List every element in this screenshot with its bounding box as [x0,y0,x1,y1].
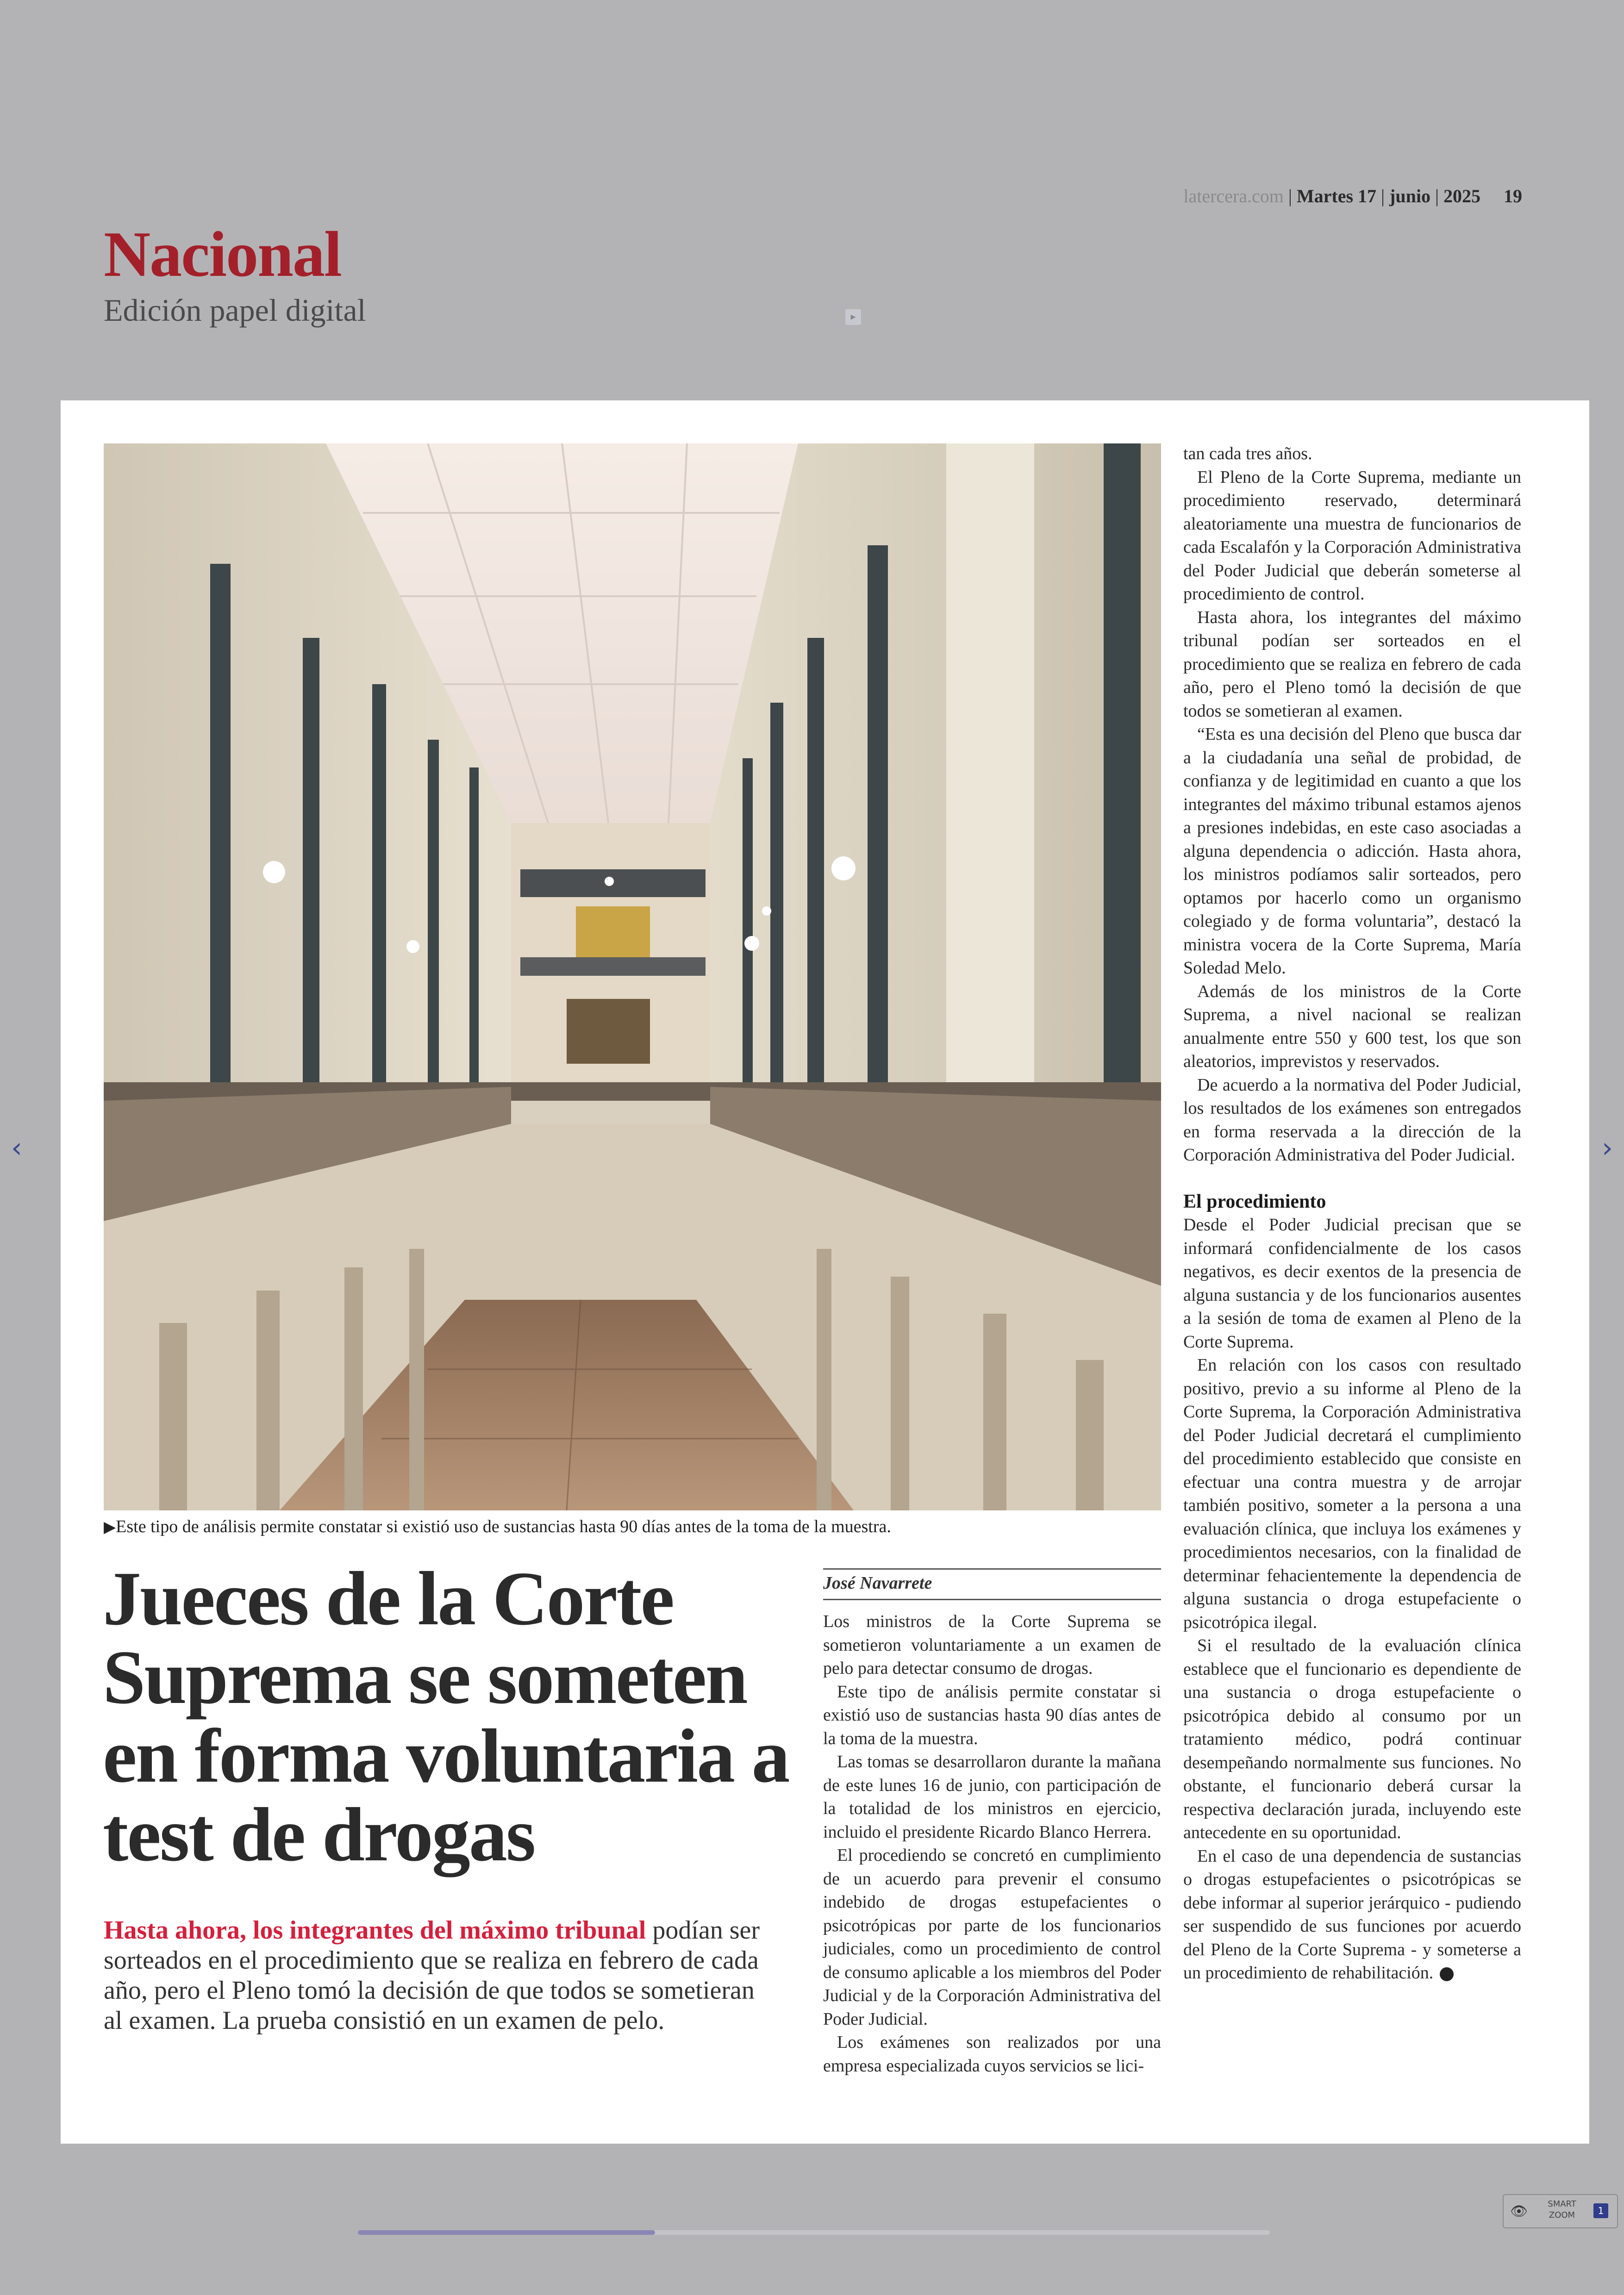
masthead-day: Martes 17 [1296,186,1377,206]
paragraph-text: En el caso de una dependencia de sustancias o drogas estupefacientes o psicotrópicas se debe informar al superior jerárquico - pudiendo ser suspendido de sus funciones por acuerdo del Pleno de la Corte Suprema - y someterse a un procedimiento de rehabilitación. [1183,1846,1521,1983]
page-progress-fill[interactable] [358,2230,655,2235]
page-number: 19 [1504,186,1522,206]
end-of-article-icon [1440,1967,1454,1981]
body-column-1 [823,1610,1161,2077]
smart-zoom-label: SMART ZOOM [1548,2199,1576,2220]
caption-marker-icon: ▶ [104,1518,116,1536]
play-marker-icon[interactable]: ▸ [845,309,861,325]
byline: José Navarrete [823,1573,932,1593]
paragraph: Las tomas se desarrollaron durante la mañana de este lunes 16 de junio, con participación de la totalidad de los ministros en ejercicio, incluido el presidente Ricardo Blanco Herrera. [823,1752,1161,1842]
paragraph: tan cada tres años. [1183,444,1312,463]
article-headline: Jueces de la Corte Suprema se someten en forma voluntaria a test de drogas [103,1556,789,1877]
masthead-year: 2025 [1443,186,1480,206]
chevron-left-icon[interactable]: ‹ [11,1132,22,1164]
masthead-site[interactable]: latercera.com [1183,186,1284,206]
subhead: El procedimiento [1183,1191,1326,1212]
paragraph: Si el resultado de la evaluación clínica establece que el funcionario es dependiente de una sustancia o droga estupefaciente o psicotrópica debido al consumo por un tratamiento médico, podrá continuar desempeñando normalmente sus funciones. No obstante, el funcionario deberá cursar la respectiva declaración jurada, incluyendo este antecedente en su oportunidad. [1183,1636,1521,1842]
paragraph: El Pleno de la Corte Suprema, mediante un procedimiento reservado, determinará aleatoriamente una muestra de funcionarios de cada Escalafón y la Corporación Administrativa del Poder Judicial que deberán someterse al procedimiento de control. [1183,467,1521,604]
body-column-2 [1183,442,1521,1985]
byline-bottom-rule [823,1599,1161,1600]
paragraph: Los exámenes son realizados por una empresa especializada cuyos servicios se lici- [823,2033,1161,2076]
lead-highlight: Hasta ahora, los integrantes del máximo tribunal [104,1916,646,1945]
section-title: Nacional [104,218,341,290]
paragraph: De acuerdo a la normativa del Poder Judicial, los resultados de los exámenes son entregados en forma reservada a la dirección de la Corporación Administrativa del Poder Judicial. [1183,1075,1521,1165]
zoom-badge: 1 [1593,2203,1608,2218]
paragraph: El procediendo se concretó en cumplimiento de un acuerdo para prevenir el consumo indebido de drogas estupefacientes o psicotrópicas por parte de los funcionarios judiciales, como un procedimiento de control de consumo aplicable a los miembros del Poder Judicial y de la Corporación Administrativa del Poder Judicial. [823,1846,1161,2029]
section-subtitle: Edición papel digital [104,293,366,328]
chevron-right-icon[interactable]: › [1602,1132,1613,1164]
paragraph: En relación con los casos con resultado positivo, previo a su informe al Pleno de la Corte Suprema, la Corporación Administrativa del Poder Judicial decretará el cumplimiento del procedimiento establecido que consiste en efectuar una contra muestra y de arrojar también positivo, someter a la persona a una evaluación clínica, que incluya los exámenes y procedimientos necesarios, con la finalidad de determinar fehacientemente la dependencia de alguna sustancia o droga estupefaciente o psicotrópica ilegal. [1183,1355,1521,1632]
paragraph [1183,1845,1521,1985]
masthead-month: junio [1389,186,1430,206]
smart-zoom-button[interactable] [1503,2194,1618,2228]
caption-text: Este tipo de análisis permite constatar si existió uso de sustancias hasta 90 días antes de la toma de la muestra. [116,1517,891,1536]
paragraph: Los ministros de la Corte Suprema se sometieron voluntariamente a un examen de pelo para detectar consumo de drogas. [823,1612,1161,1678]
article-lead [104,1915,775,2036]
eye-icon: 👁 [1510,2203,1528,2220]
paragraph: Desde el Poder Judicial precisan que se informará confidencialmente de los casos negativos, es decir exentos de la presencia de alguna sustancia y de los funcionarios ausentes a la sesión de toma de examen al Pleno de la Corte Suprema. [1183,1215,1521,1352]
article-photo [104,443,1161,1510]
byline-top-rule [823,1568,1161,1570]
photo-caption [104,1516,1168,1537]
paragraph: “Esta es una decisión del Pleno que busca dar a la ciudadanía una señal de probidad, de confianza y de legitimidad en cuanto a que los integrantes del máximo tribunal estamos ajenos a presiones indebidas, en este caso asociadas a alguna dependencia o adicción. Hasta ahora, los ministros podíamos salir sorteados, pero optamos por hacerlo como un organismo colegiado y de forma voluntaria”, destacó la ministra vocera de la Corte Suprema, María Soledad Melo. [1183,724,1521,978]
paragraph: Este tipo de análisis permite constatar si existió uso de sustancias hasta 90 días antes de la toma de la muestra. [823,1682,1161,1748]
lead-text: podían ser sorteados en el procedimiento que se realiza en febrero de cada año, pero el Pleno tomó la decisión de que todos se sometieran al examen. La prueba consistió en un examen de pelo. [104,1916,760,2035]
paragraph: Además de los ministros de la Corte Suprema, a nivel nacional se realizan anualmente entre 550 y 600 test, los que son aleatorios, imprevistos y reservados. [1183,981,1521,1071]
paragraph: Hasta ahora, los integrantes del máximo tribunal podían ser sorteados en el procedimiento que se realiza en febrero de cada año, pero el Pleno tomó la decisión de que todos se sometieran al examen. [1183,607,1521,721]
masthead: latercera.com | Martes 17 | junio | 2025 19 [1183,186,1522,206]
